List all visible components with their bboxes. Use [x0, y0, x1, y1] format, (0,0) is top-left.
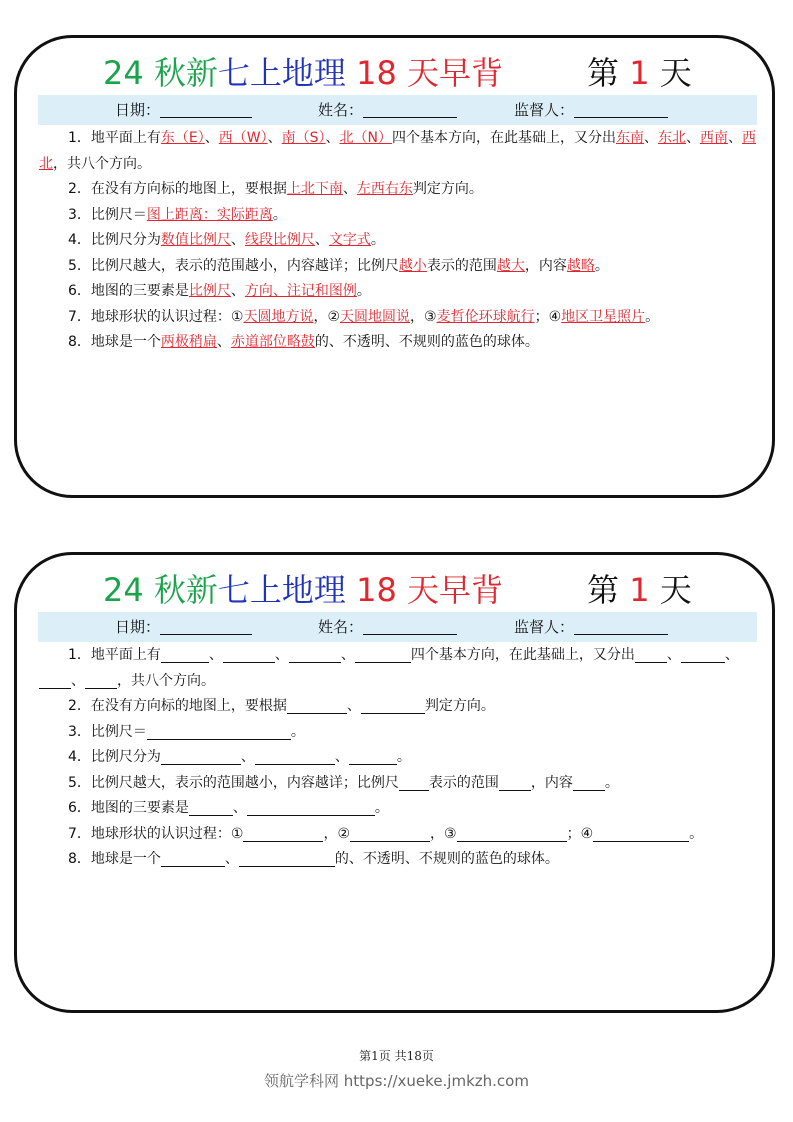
- answer-blank[interactable]: [349, 748, 397, 765]
- answer-blank[interactable]: [635, 646, 667, 663]
- answer-blank[interactable]: [350, 825, 430, 842]
- list-item: 8．地球是一个 、 的、不透明、不规则的蓝色的球体。: [68, 851, 559, 867]
- answer-list: [39, 126, 759, 356]
- answer-blank[interactable]: [239, 850, 335, 867]
- title-part-blue: 七上地理: [217, 571, 346, 609]
- list-item: 5．比例尺越大，表示的范围越小，内容越详；比例尺越小表示的范围越大，内容越略。: [68, 257, 609, 274]
- list-item: 3．比例尺＝ 。: [68, 723, 305, 740]
- list-item: 4．比例尺分为数值比例尺、线段比例尺、文字式。: [68, 232, 385, 248]
- list-item: 2．在没有方向标的地图上，要根据上北下南、左西右东判定方向。: [68, 181, 483, 197]
- answer-blank[interactable]: [499, 774, 531, 791]
- card-title: [17, 48, 772, 94]
- info-bar: [38, 95, 757, 125]
- list-item: 3．比例尺＝图上距离：实际距离。: [68, 206, 287, 223]
- answer-blank[interactable]: [243, 825, 323, 842]
- list-item: 2．在没有方向标的地图上，要根据 、 判定方向。: [68, 698, 495, 714]
- list-item: 6．地图的三要素是比例尺、方向、注记和图例。: [68, 283, 371, 299]
- list-item: 1．地平面上有 、 、 、 四个基本方向，在此基础上，又分出 、 、、 ，共八个方向。: [39, 643, 759, 694]
- list-item: 8．地球是一个两极稍扁、赤道部位略鼓的、不透明、不规则的蓝色的球体。: [68, 334, 539, 350]
- day-label: 第 1 天: [587, 571, 692, 609]
- list-item: 7．地球形状的认识过程：①天圆地方说，②天圆地圆说，③麦哲伦环球航行；④地区卫星照片。: [68, 308, 660, 325]
- title-part-red: 18 天早背: [345, 54, 503, 92]
- answer-blank[interactable]: [573, 774, 605, 791]
- title-part-red: 18 天早背: [345, 571, 503, 609]
- answer-blank[interactable]: [161, 646, 209, 663]
- blank-list: [39, 643, 759, 873]
- list-item: 1．地平面上有东（E）、西（W）、南（S）、北（N）四个基本方向，在此基础上，又分出东南、东北、西南、西北，共八个方向。: [39, 130, 756, 172]
- answer-card: [14, 35, 775, 498]
- answer-blank[interactable]: [161, 850, 225, 867]
- answer-blank[interactable]: [361, 697, 425, 714]
- answer-blank[interactable]: [255, 748, 335, 765]
- answer-blank[interactable]: [39, 672, 71, 689]
- supervisor-field[interactable]: 监督人：: [514, 95, 668, 125]
- answer-blank[interactable]: [287, 697, 347, 714]
- card-title: [17, 565, 772, 611]
- day-label: 第 1 天: [587, 54, 692, 92]
- title-part-blue: 七上地理: [217, 54, 346, 92]
- page-number: 第1页 共18页: [359, 1049, 434, 1063]
- info-bar: [38, 612, 757, 642]
- answer-blank[interactable]: [85, 672, 117, 689]
- answer-blank[interactable]: [161, 748, 241, 765]
- list-item: 5．比例尺越大，表示的范围越小，内容越详；比例尺 表示的范围 ，内容 。: [68, 774, 619, 791]
- date-field[interactable]: 日期：: [115, 95, 252, 125]
- date-field[interactable]: 日期：: [115, 612, 252, 642]
- answer-blank[interactable]: [355, 646, 411, 663]
- title-part-green: 24 秋新: [103, 54, 218, 92]
- answer-blank[interactable]: [247, 799, 375, 816]
- answer-blank[interactable]: [681, 646, 725, 663]
- blank-card: [14, 552, 775, 1013]
- list-item: 6．地图的三要素是 、 。: [68, 800, 389, 816]
- answer-blank[interactable]: [593, 825, 689, 842]
- answer-blank[interactable]: [399, 774, 429, 791]
- answer-blank[interactable]: [223, 646, 275, 663]
- title-part-green: 24 秋新: [103, 571, 218, 609]
- name-field[interactable]: 姓名：: [318, 612, 457, 642]
- name-field[interactable]: 姓名：: [318, 95, 457, 125]
- answer-blank[interactable]: [457, 825, 567, 842]
- list-item: 7．地球形状的认识过程：① ，② ，③ ；④ 。: [68, 825, 704, 842]
- supervisor-field[interactable]: 监督人：: [514, 612, 668, 642]
- site-footer: 领航学科网 https://xueke.jmkzh.com: [264, 1072, 529, 1090]
- answer-blank[interactable]: [289, 646, 341, 663]
- answer-blank[interactable]: [147, 723, 291, 740]
- list-item: 4．比例尺分为 、 、 。: [68, 749, 411, 765]
- answer-blank[interactable]: [189, 799, 233, 816]
